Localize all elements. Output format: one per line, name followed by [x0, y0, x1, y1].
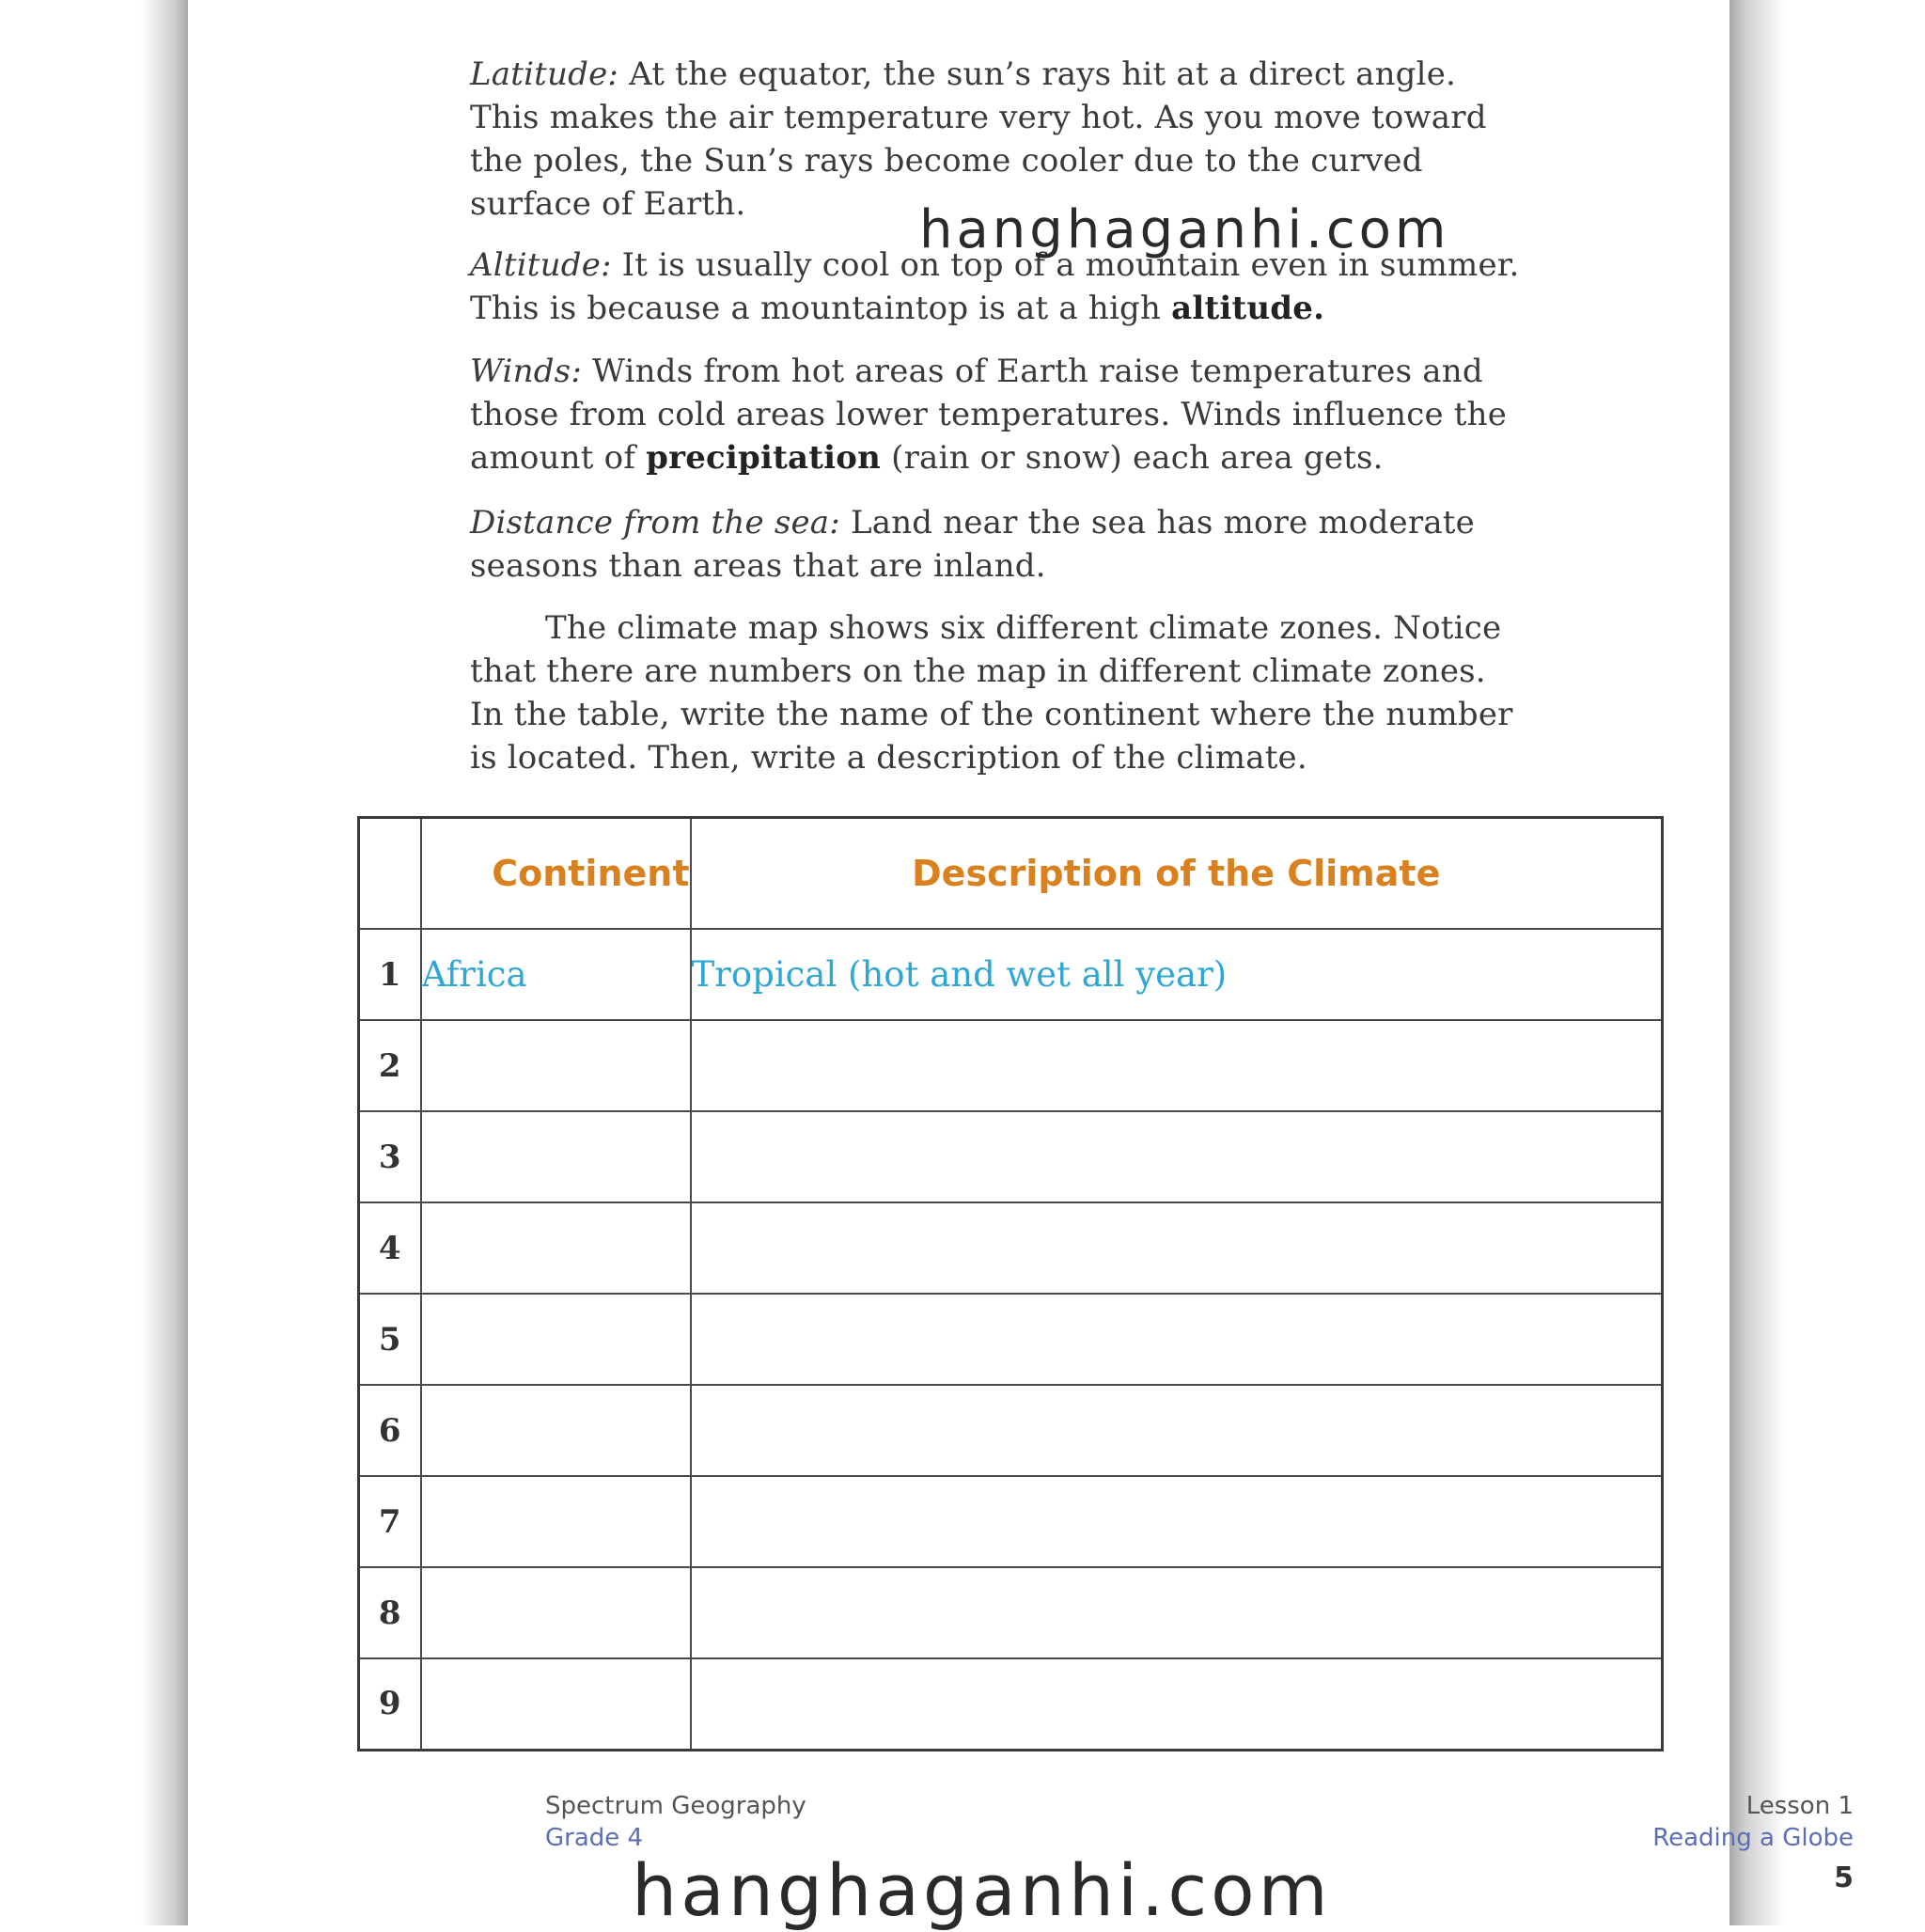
- table-row: [359, 1294, 1663, 1385]
- altitude-text: It is usually cool on top of a mountain even in summer. This is because a mountaintop is at a high: [470, 246, 1520, 327]
- altitude-keyword: altitude.: [1171, 290, 1325, 327]
- table-row: [359, 1567, 1663, 1658]
- description-cell[interactable]: [691, 1111, 1663, 1202]
- continent-cell[interactable]: [421, 1294, 691, 1385]
- climate-table: [357, 816, 1664, 1751]
- table-row: [359, 929, 1663, 1020]
- table-row: [359, 1202, 1663, 1294]
- number-header: [359, 818, 421, 930]
- continent-header: Continent: [421, 818, 691, 930]
- distance-term: Distance from the sea:: [470, 504, 840, 542]
- page-shadow-right: [1729, 0, 1925, 1925]
- worksheet-page: [188, 0, 1854, 1925]
- row-number: 9: [359, 1658, 421, 1750]
- row-number: 8: [359, 1567, 421, 1658]
- table-row: [359, 1385, 1663, 1476]
- description-cell[interactable]: Tropical (hot and wet all year): [691, 929, 1663, 1020]
- winds-paragraph: [470, 350, 1523, 479]
- instructions-paragraph: The climate map shows six different climate zones. Notice that there are numbers on the map in different climate zones. In the table, write the name of the continent where the number is located. Then, write a description of the climate.: [470, 609, 1513, 777]
- table-row: [359, 1020, 1663, 1111]
- row-number: 5: [359, 1294, 421, 1385]
- grade-label: Grade 4: [545, 1824, 644, 1852]
- table-row: [359, 1476, 1663, 1567]
- latitude-text: At the equator, the sun’s rays hit at a direct angle. This makes the air temperature very hot. As you move toward the poles, the Sun’s rays become cooler due to the curved surface of Earth.: [470, 55, 1487, 223]
- table-row: [359, 1111, 1663, 1202]
- description-cell[interactable]: [691, 1385, 1663, 1476]
- latitude-term: Latitude:: [470, 55, 619, 93]
- page-number: 5: [1834, 1861, 1854, 1894]
- winds-text-end: (rain or snow) each area gets.: [881, 439, 1384, 477]
- altitude-term: Altitude:: [470, 246, 612, 284]
- climate-table-body: [359, 929, 1663, 1750]
- continent-cell[interactable]: [421, 1567, 691, 1658]
- page-shadow-left: [0, 0, 188, 1925]
- description-cell[interactable]: [691, 1567, 1663, 1658]
- row-number: 7: [359, 1476, 421, 1567]
- lesson-label: Lesson 1: [1745, 1792, 1854, 1820]
- description-cell[interactable]: [691, 1020, 1663, 1111]
- footer-right: [1598, 1790, 1854, 1854]
- continent-cell[interactable]: [421, 1476, 691, 1567]
- description-header: Description of the Climate: [691, 818, 1663, 930]
- row-number: 4: [359, 1202, 421, 1294]
- continent-cell[interactable]: [421, 1111, 691, 1202]
- book-title: Spectrum Geography: [545, 1792, 806, 1820]
- distance-text: Land near the sea has more moderate seasons than areas that are inland.: [470, 504, 1475, 585]
- row-number: 1: [359, 929, 421, 1020]
- watermark-top: hanghaganhi.com: [919, 199, 1450, 260]
- continent-cell[interactable]: Africa: [421, 929, 691, 1020]
- continent-cell[interactable]: [421, 1658, 691, 1750]
- footer-left: [545, 1790, 806, 1854]
- climate-table-container: [357, 816, 1664, 1750]
- description-cell[interactable]: [691, 1202, 1663, 1294]
- row-number: 3: [359, 1111, 421, 1202]
- continent-cell[interactable]: [421, 1202, 691, 1294]
- description-cell[interactable]: [691, 1658, 1663, 1750]
- watermark-bottom: hanghaganhi.com: [632, 1848, 1332, 1932]
- lesson-title: Reading a Globe: [1652, 1824, 1854, 1852]
- continent-cell[interactable]: [421, 1020, 691, 1111]
- description-cell[interactable]: [691, 1294, 1663, 1385]
- row-number: 6: [359, 1385, 421, 1476]
- description-cell[interactable]: [691, 1476, 1663, 1567]
- continent-cell[interactable]: [421, 1385, 691, 1476]
- winds-text: Winds from hot areas of Earth raise temperatures and those from cold areas lower temperatures. Winds influence the amount of: [470, 353, 1508, 477]
- table-row: [359, 1658, 1663, 1750]
- precipitation-keyword: precipitation: [646, 439, 882, 477]
- distance-paragraph: [470, 501, 1523, 588]
- winds-term: Winds:: [470, 353, 582, 390]
- row-number: 2: [359, 1020, 421, 1111]
